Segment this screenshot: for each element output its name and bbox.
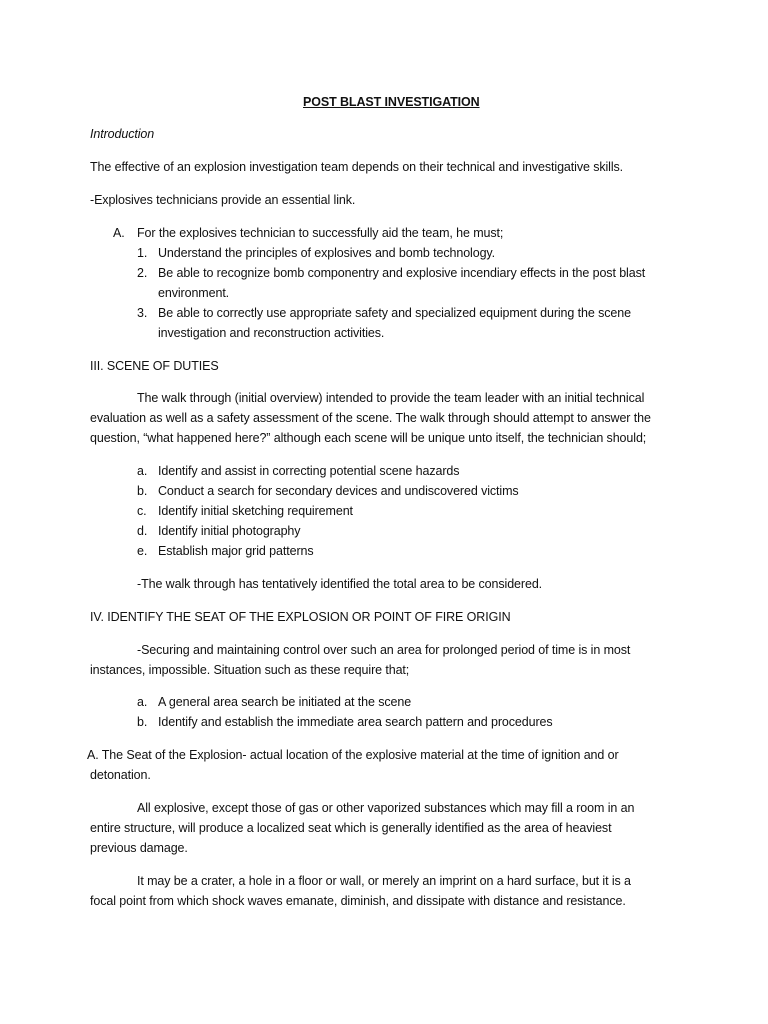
section-a-marker: A. [113,226,125,240]
list-item-letter: a. [137,464,148,478]
list-item-letter: e. [137,544,148,558]
scene-paragraph-line: evaluation as well as a safety assessment of the scene. The walk through should attempt to answer the [90,411,651,425]
list-item-text: Identify initial photography [158,524,301,538]
seat-paragraph-3-line: It may be a crater, a hole in a floor or wall, or merely an imprint on a hard surface, but it is a [137,874,631,888]
seat-paragraph-line: instances, impossible. Situation such as these require that; [90,663,410,677]
scene-paragraph-line: question, “what happened here?” although each scene will be unique unto itself, the technician should; [90,431,647,445]
list-item-number: 3. [137,306,148,320]
list-item-text: Identify and establish the immediate area search pattern and procedures [158,715,553,729]
list-item-text: Identify initial sketching requirement [158,504,353,518]
list-item-text: environment. [158,286,230,300]
section-a-text: For the explosives technician to successfully aid the team, he must; [137,226,504,240]
list-item-letter: a. [137,695,148,709]
list-item-letter: b. [137,715,148,729]
list-item-letter: d. [137,524,148,538]
document-title: POST BLAST INVESTIGATION [303,95,480,109]
section-heading-seat: IV. IDENTIFY THE SEAT OF THE EXPLOSION OR POINT OF FIRE ORIGIN [90,610,511,624]
list-item-text: Identify and assist in correcting potential scene hazards [158,464,460,478]
section-heading-scene: III. SCENE OF DUTIES [90,359,219,373]
list-item-text: Understand the principles of explosives and bomb technology. [158,246,496,260]
list-item-text: Establish major grid patterns [158,544,314,558]
intro-heading: Introduction [90,127,155,141]
seat-paragraph-2-line: previous damage. [90,841,188,855]
list-item-number: 2. [137,266,148,280]
list-item-letter: c. [137,504,147,518]
list-item-text: investigation and reconstruction activities. [158,326,385,340]
seat-paragraph-line: -Securing and maintaining control over such an area for prolonged period of time is in most [137,643,631,657]
list-item-text: Conduct a search for secondary devices and undiscovered victims [158,484,519,498]
list-item-text: Be able to correctly use appropriate safety and specialized equipment during the scene [158,306,631,320]
list-item-letter: b. [137,484,148,498]
seat-paragraph-3-line: focal point from which shock waves emanate, diminish, and dissipate with distance and resistance. [90,894,626,908]
seat-paragraph-2-line: All explosive, except those of gas or other vaporized substances which may fill a room in an [137,801,635,815]
seat-paragraph-2-line: entire structure, will produce a localized seat which is generally identified as the area of heaviest [90,821,612,835]
scene-paragraph-line: The walk through (initial overview) intended to provide the team leader with an initial technical [137,391,645,405]
link-paragraph: -Explosives technicians provide an essential link. [90,193,356,207]
list-item-number: 1. [137,246,148,260]
seat-definition-line: detonation. [90,768,151,782]
scene-closing: -The walk through has tentatively identified the total area to be considered. [137,577,543,591]
list-item-text: A general area search be initiated at the scene [158,695,412,709]
intro-paragraph: The effective of an explosion investigation team depends on their technical and investigative skills. [90,160,624,174]
seat-definition-line: A. The Seat of the Explosion- actual location of the explosive material at the time of ignition and or [87,748,619,762]
list-item-text: Be able to recognize bomb componentry and explosive incendiary effects in the post blast [158,266,646,280]
